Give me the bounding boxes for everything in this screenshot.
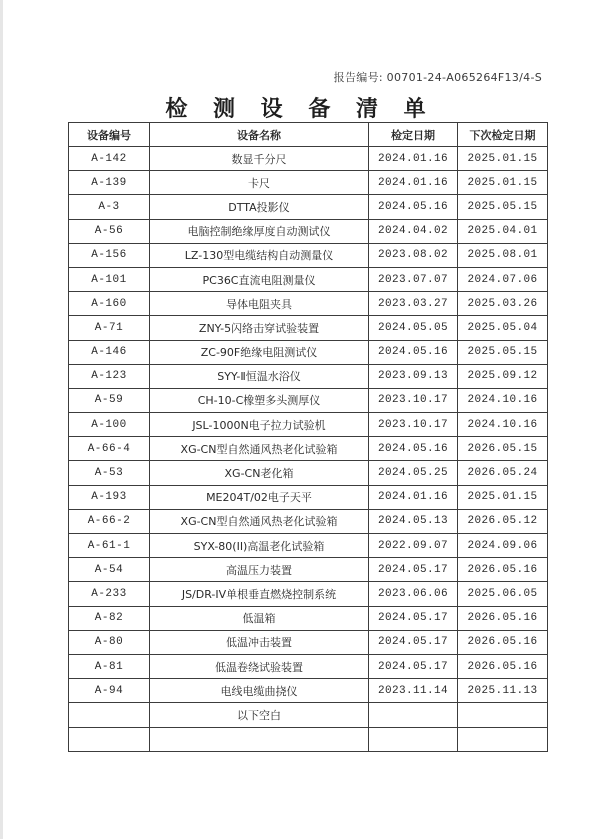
table-row xyxy=(69,582,548,606)
cell-equipment-name: 低温卷绕试验装置 xyxy=(150,654,369,678)
cell-equipment-name: XG-CN老化箱 xyxy=(150,461,369,485)
table-row xyxy=(69,703,548,727)
cell-next-calibration-date: 2025.09.12 xyxy=(458,364,548,388)
cell-calibration-date: 2024.05.05 xyxy=(369,316,458,340)
table-row xyxy=(69,195,548,219)
cell-next-calibration-date xyxy=(458,727,548,751)
cell-equipment-name: 电脑控制绝缘厚度自动测试仪 xyxy=(150,219,369,243)
cell-calibration-date xyxy=(369,703,458,727)
cell-equipment-name: 导体电阻夹具 xyxy=(150,292,369,316)
cell-calibration-date: 2023.09.13 xyxy=(369,364,458,388)
cell-next-calibration-date: 2025.06.05 xyxy=(458,582,548,606)
table-body xyxy=(69,147,548,752)
cell-equipment-id: A-94 xyxy=(69,679,150,703)
table-row xyxy=(69,727,548,751)
cell-next-calibration-date: 2026.05.16 xyxy=(458,558,548,582)
cell-next-calibration-date xyxy=(458,703,548,727)
cell-equipment-id: A-80 xyxy=(69,630,150,654)
document-title: 检 测 设 备 清 单 xyxy=(165,96,435,122)
cell-equipment-id: A-61-1 xyxy=(69,534,150,558)
cell-next-calibration-date: 2026.05.16 xyxy=(458,606,548,630)
cell-next-calibration-date: 2025.01.15 xyxy=(458,171,548,195)
cell-calibration-date: 2024.05.16 xyxy=(369,195,458,219)
cell-equipment-name: 高温压力装置 xyxy=(150,558,369,582)
cell-next-calibration-date: 2025.08.01 xyxy=(458,243,548,267)
cell-equipment-id: A-101 xyxy=(69,267,150,291)
table-row xyxy=(69,558,548,582)
header-equipment-name: 设备名称 xyxy=(150,123,369,147)
cell-calibration-date: 2024.01.16 xyxy=(369,485,458,509)
cell-equipment-name: PC36C直流电阻测量仪 xyxy=(150,267,369,291)
cell-equipment-name xyxy=(150,727,369,751)
table-row xyxy=(69,147,548,171)
cell-calibration-date: 2023.10.17 xyxy=(369,413,458,437)
cell-equipment-name: CH-10-C橡塑多头测厚仪 xyxy=(150,388,369,412)
cell-equipment-id: A-71 xyxy=(69,316,150,340)
cell-equipment-name: XG-CN型自然通风热老化试验箱 xyxy=(150,437,369,461)
cell-equipment-id: A-233 xyxy=(69,582,150,606)
cell-equipment-id: A-54 xyxy=(69,558,150,582)
table-row xyxy=(69,171,548,195)
table-row xyxy=(69,364,548,388)
table-row xyxy=(69,292,548,316)
cell-equipment-name: 卡尺 xyxy=(150,171,369,195)
table-row xyxy=(69,267,548,291)
cell-equipment-id xyxy=(69,703,150,727)
cell-calibration-date: 2024.05.16 xyxy=(369,340,458,364)
cell-calibration-date: 2023.08.02 xyxy=(369,243,458,267)
cell-equipment-id: A-142 xyxy=(69,147,150,171)
table-row xyxy=(69,509,548,533)
cell-next-calibration-date: 2025.11.13 xyxy=(458,679,548,703)
cell-next-calibration-date: 2025.03.26 xyxy=(458,292,548,316)
cell-equipment-id: A-193 xyxy=(69,485,150,509)
cell-equipment-name: 数显千分尺 xyxy=(150,147,369,171)
cell-equipment-name: JSL-1000N电子拉力试验机 xyxy=(150,413,369,437)
table-row xyxy=(69,437,548,461)
cell-next-calibration-date: 2026.05.12 xyxy=(458,509,548,533)
cell-next-calibration-date: 2024.10.16 xyxy=(458,388,548,412)
cell-equipment-name: 以下空白 xyxy=(150,703,369,727)
cell-next-calibration-date: 2025.04.01 xyxy=(458,219,548,243)
cell-equipment-id: A-59 xyxy=(69,388,150,412)
cell-next-calibration-date: 2026.05.15 xyxy=(458,437,548,461)
cell-next-calibration-date: 2025.01.15 xyxy=(458,485,548,509)
cell-equipment-name: DTTA投影仪 xyxy=(150,195,369,219)
cell-equipment-name: SYY-Ⅱ恒温水浴仪 xyxy=(150,364,369,388)
cell-equipment-id: A-100 xyxy=(69,413,150,437)
cell-equipment-name: SYX-80(II)高温老化试验箱 xyxy=(150,534,369,558)
table-row xyxy=(69,413,548,437)
cell-equipment-name: ZC-90F绝缘电阻测试仪 xyxy=(150,340,369,364)
page-edge-shadow xyxy=(0,0,3,839)
table-row xyxy=(69,340,548,364)
cell-equipment-name: ZNY-5闪络击穿试验装置 xyxy=(150,316,369,340)
cell-equipment-name: JS/DR-IV单根垂直燃烧控制系统 xyxy=(150,582,369,606)
cell-calibration-date: 2024.05.25 xyxy=(369,461,458,485)
table-row xyxy=(69,485,548,509)
cell-equipment-id: A-56 xyxy=(69,219,150,243)
cell-next-calibration-date: 2026.05.16 xyxy=(458,630,548,654)
cell-next-calibration-date: 2025.01.15 xyxy=(458,147,548,171)
cell-calibration-date: 2024.05.17 xyxy=(369,558,458,582)
cell-equipment-id: A-82 xyxy=(69,606,150,630)
cell-equipment-name: ME204T/02电子天平 xyxy=(150,485,369,509)
table-row xyxy=(69,219,548,243)
cell-calibration-date: 2023.10.17 xyxy=(369,388,458,412)
cell-next-calibration-date: 2026.05.24 xyxy=(458,461,548,485)
cell-calibration-date: 2024.05.17 xyxy=(369,630,458,654)
cell-calibration-date: 2023.11.14 xyxy=(369,679,458,703)
cell-calibration-date: 2024.05.17 xyxy=(369,606,458,630)
header-calibration-date: 检定日期 xyxy=(369,123,458,147)
cell-equipment-id xyxy=(69,727,150,751)
cell-next-calibration-date: 2024.09.06 xyxy=(458,534,548,558)
cell-equipment-id: A-156 xyxy=(69,243,150,267)
table-header-row xyxy=(69,123,548,147)
cell-calibration-date: 2023.03.27 xyxy=(369,292,458,316)
table-row xyxy=(69,534,548,558)
cell-equipment-id: A-139 xyxy=(69,171,150,195)
cell-equipment-name: 低温冲击装置 xyxy=(150,630,369,654)
cell-equipment-id: A-66-4 xyxy=(69,437,150,461)
cell-calibration-date: 2023.07.07 xyxy=(369,267,458,291)
cell-equipment-id: A-160 xyxy=(69,292,150,316)
cell-next-calibration-date: 2024.07.06 xyxy=(458,267,548,291)
table-row xyxy=(69,654,548,678)
table-row xyxy=(69,388,548,412)
cell-equipment-name: LZ-130型电缆结构自动测量仪 xyxy=(150,243,369,267)
cell-equipment-id: A-123 xyxy=(69,364,150,388)
table-row xyxy=(69,679,548,703)
cell-equipment-id: A-53 xyxy=(69,461,150,485)
cell-calibration-date: 2024.05.13 xyxy=(369,509,458,533)
cell-equipment-id: A-66-2 xyxy=(69,509,150,533)
report-number: 报告编号: 00701-24-A065264F13/4-S xyxy=(333,71,542,84)
cell-equipment-id: A-146 xyxy=(69,340,150,364)
cell-equipment-name: 电线电缆曲挠仪 xyxy=(150,679,369,703)
cell-calibration-date xyxy=(369,727,458,751)
cell-calibration-date: 2024.05.17 xyxy=(369,654,458,678)
cell-next-calibration-date: 2026.05.16 xyxy=(458,654,548,678)
header-next-calibration-date: 下次检定日期 xyxy=(458,123,548,147)
cell-calibration-date: 2023.06.06 xyxy=(369,582,458,606)
cell-next-calibration-date: 2025.05.04 xyxy=(458,316,548,340)
equipment-table xyxy=(68,122,548,752)
cell-equipment-id: A-81 xyxy=(69,654,150,678)
table-row xyxy=(69,630,548,654)
cell-calibration-date: 2022.09.07 xyxy=(369,534,458,558)
table-row xyxy=(69,316,548,340)
table-row xyxy=(69,243,548,267)
cell-equipment-id: A-3 xyxy=(69,195,150,219)
cell-calibration-date: 2024.05.16 xyxy=(369,437,458,461)
cell-next-calibration-date: 2025.05.15 xyxy=(458,195,548,219)
table-row xyxy=(69,606,548,630)
cell-calibration-date: 2024.04.02 xyxy=(369,219,458,243)
cell-calibration-date: 2024.01.16 xyxy=(369,147,458,171)
cell-next-calibration-date: 2025.05.15 xyxy=(458,340,548,364)
cell-next-calibration-date: 2024.10.16 xyxy=(458,413,548,437)
cell-calibration-date: 2024.01.16 xyxy=(369,171,458,195)
cell-equipment-name: 低温箱 xyxy=(150,606,369,630)
cell-equipment-name: XG-CN型自然通风热老化试验箱 xyxy=(150,509,369,533)
table-row xyxy=(69,461,548,485)
header-equipment-id: 设备编号 xyxy=(69,123,150,147)
